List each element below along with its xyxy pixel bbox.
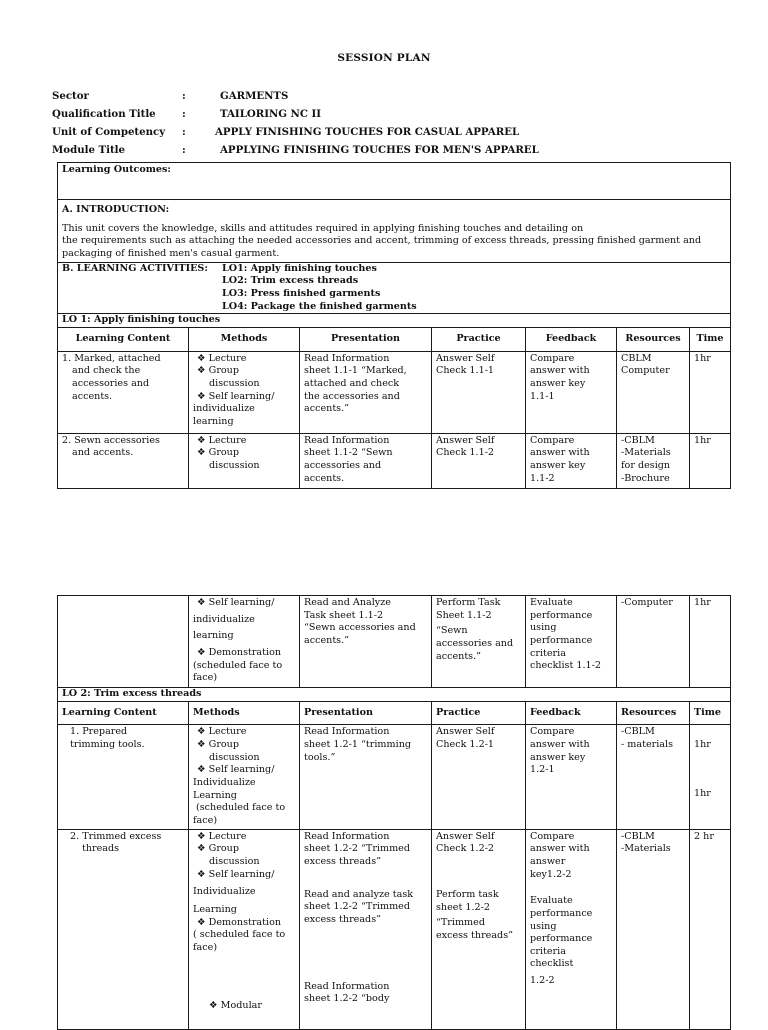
- cell-line: “Sewn: [436, 625, 468, 637]
- cell-line: checklist 1.1-2: [530, 660, 601, 672]
- cell-line: Check 1.1-2: [436, 447, 495, 459]
- cell-line: accessories and: [72, 377, 150, 389]
- info-colon: :: [182, 126, 186, 139]
- learning-activities-label: B. LEARNING ACTIVITIES:: [62, 262, 208, 274]
- cell-line: Learning: [193, 903, 237, 915]
- introduction-text-line: This unit covers the knowledge, skills and attitudes required in applying finishing touches and detailing on: [62, 222, 584, 234]
- cell-line: (scheduled face to: [193, 659, 283, 671]
- cell-line: -Materials: [621, 447, 671, 459]
- column-header: Learning Content: [58, 701, 189, 725]
- session-plan-table: [57, 162, 731, 489]
- presentation-cell: [300, 351, 432, 433]
- column-header: Time: [690, 701, 731, 725]
- cell-line: Perform task: [436, 888, 499, 900]
- time-cell: [690, 725, 731, 829]
- cell-line: -CBLM: [621, 830, 655, 842]
- cell-line: Task sheet 1.1-2: [304, 609, 384, 621]
- resources-cell: [617, 433, 690, 488]
- cell-line: Answer Self: [436, 352, 495, 364]
- cell-line: Read Information: [304, 830, 390, 842]
- cell-line: -CBLM: [621, 434, 655, 446]
- cell-line: excess threads”: [304, 855, 382, 867]
- cell-line: performance: [530, 907, 593, 919]
- document-title: SESSION PLAN: [337, 52, 431, 64]
- time-cell: 2 hr: [690, 829, 731, 1029]
- cell-line: criteria: [530, 945, 566, 957]
- info-key: Qualification Title: [52, 108, 156, 121]
- time-cell: 1hr: [690, 433, 731, 488]
- cell-line: Learning: [193, 789, 237, 801]
- cell-line: ( scheduled face to: [193, 929, 286, 941]
- cell-line: face): [193, 672, 218, 684]
- cell-line: accents.”: [304, 403, 350, 415]
- cell-line: “Sewn accessories and: [304, 622, 416, 634]
- column-header: Methods: [189, 327, 300, 351]
- column-header: Resources: [617, 701, 690, 725]
- cell-line: Perform Task: [436, 597, 501, 608]
- cell-line: sheet 1.2-2 “Trimmed: [304, 843, 410, 855]
- cell-line: individualize: [193, 613, 255, 625]
- cell-line: sheet 1.2-2: [436, 901, 490, 913]
- cell-line: ❖ Self learning/: [197, 764, 275, 776]
- info-value: APPLYING FINISHING TOUCHES FOR MEN'S APPAREL: [220, 144, 539, 157]
- cell-line: attached and check: [304, 377, 400, 389]
- practice-cell: [432, 829, 526, 1029]
- cell-line: accents.: [72, 390, 113, 402]
- cell-line: Read Information: [304, 980, 390, 992]
- presentation-cell: [300, 829, 432, 1029]
- cell-line: sheet 1.2-2 “Trimmed: [304, 901, 410, 913]
- cell-line: (scheduled face to: [196, 802, 286, 814]
- learning-outcomes-label: Learning Outcomes:: [62, 164, 171, 175]
- cell-line: ❖ Self learning/: [197, 868, 275, 880]
- cell-line: ❖ Group: [197, 365, 239, 377]
- cell-line: 2. Sewn accessories: [62, 434, 160, 446]
- cell-line: Evaluate: [530, 597, 573, 608]
- cell-line: trimming tools.: [70, 738, 145, 750]
- cell-line: ❖ Group: [197, 738, 239, 750]
- cell-line: - materials: [621, 738, 674, 750]
- cell-line: 1.2-2: [530, 975, 555, 987]
- lo1-title-row: [58, 314, 731, 328]
- learning-activities-row: [58, 262, 731, 314]
- resources-cell: -Computer: [617, 596, 690, 688]
- table-row: [58, 433, 731, 488]
- table-row: [58, 725, 731, 829]
- info-key: Unit of Competency: [52, 126, 166, 139]
- cell-line: accents.”: [436, 650, 482, 662]
- cell-line: answer key: [530, 459, 586, 471]
- cell-line: performance: [530, 634, 593, 646]
- cell-line: 1. Prepared: [70, 726, 128, 738]
- practice-cell: [432, 596, 526, 688]
- cell-line: learning: [193, 415, 234, 427]
- cell-line: Read and analyze task: [304, 888, 414, 900]
- cell-line: answer: [530, 855, 566, 867]
- info-key: Module Title: [52, 144, 126, 157]
- feedback-cell: [526, 433, 617, 488]
- cell-line: Evaluate: [530, 895, 573, 907]
- cell-line: Compare: [530, 352, 575, 364]
- info-key: Sector: [52, 90, 89, 103]
- info-value: APPLY FINISHING TOUCHES FOR CASUAL APPAREL: [215, 126, 520, 139]
- cell-line: ❖ Demonstration: [197, 646, 282, 658]
- cell-line: -Materials: [621, 843, 671, 855]
- cell-line: threads: [82, 843, 120, 855]
- feedback-cell: [526, 725, 617, 829]
- cell-line: sheet 1.1-2 “Sewn: [304, 447, 393, 459]
- cell-line: Read Information: [304, 352, 390, 364]
- resources-cell: [617, 351, 690, 433]
- feedback-cell: [526, 351, 617, 433]
- cell-line: Compare: [530, 830, 575, 842]
- time-cell: 1hr: [690, 351, 731, 433]
- cell-line: ❖ Modular: [209, 1000, 262, 1012]
- cell-line: ❖ Lecture: [197, 352, 247, 364]
- column-header: Practice: [432, 701, 526, 725]
- learning-content-cell: [58, 351, 189, 433]
- cell-line: -CBLM: [621, 726, 655, 738]
- cell-line: 1.1-1: [530, 390, 555, 402]
- cell-line: and accents.: [72, 447, 134, 459]
- column-header: Learning Content: [58, 327, 189, 351]
- info-colon: :: [182, 144, 186, 157]
- table-row: [58, 829, 731, 1029]
- info-value: TAILORING NC II: [220, 108, 322, 121]
- cell-line: excess threads”: [304, 913, 382, 925]
- cell-line: using: [530, 920, 557, 932]
- time-cell: 1hr: [690, 596, 731, 688]
- introduction-text-line: the requirements such as attaching the needed accessories and accent, trimming of excess threads, pressing finished garment and packaging of finished men's casual garment.: [62, 235, 702, 259]
- cell-line: answer with: [530, 738, 590, 750]
- table-header-row: [58, 701, 731, 725]
- info-row-qualification: [52, 106, 742, 124]
- learning-outcome-item: LO4: Package the finished garments: [222, 300, 417, 312]
- learning-content-cell: [58, 829, 189, 1029]
- cell-line: the accessories and: [304, 390, 400, 402]
- cell-line: -Brochure: [621, 472, 670, 484]
- introduction-heading: A. INTRODUCTION:: [62, 204, 170, 215]
- cell-line: ❖ Self learning/: [197, 390, 275, 402]
- resources-cell: [617, 725, 690, 829]
- cell-line: Check 1.2-2: [436, 843, 495, 855]
- info-row-sector: [52, 88, 742, 106]
- cell-line: “Trimmed: [436, 917, 485, 929]
- lo1-title: LO 1: Apply finishing touches: [58, 314, 731, 328]
- info-row-unit: [52, 124, 742, 142]
- cell-line: answer key: [530, 751, 586, 763]
- cell-line: individualize: [193, 403, 255, 415]
- cell-line: for design: [621, 459, 671, 471]
- cell-line: Individualize: [193, 886, 256, 898]
- learning-outcomes-row: [58, 163, 731, 200]
- session-plan-table-continued: [57, 595, 731, 1030]
- cell-line: Read and Analyze: [304, 597, 391, 608]
- cell-line: and check the: [72, 365, 141, 377]
- info-colon: :: [182, 90, 186, 103]
- cell-line: discussion: [209, 751, 260, 763]
- cell-line: answer key: [530, 377, 586, 389]
- cell-line: 1.2-1: [530, 764, 555, 776]
- column-header: Feedback: [526, 701, 617, 725]
- presentation-cell: [300, 725, 432, 829]
- cell-line: 1hr: [694, 739, 711, 751]
- info-value: GARMENTS: [220, 90, 289, 103]
- cell-line: using: [530, 622, 557, 634]
- cell-line: Answer Self: [436, 434, 495, 446]
- cell-line: answer with: [530, 843, 590, 855]
- column-header: Methods: [189, 701, 300, 725]
- cell-line: performance: [530, 933, 593, 945]
- cell-line: key1.2-2: [530, 868, 572, 880]
- methods-cell: [189, 829, 300, 1029]
- methods-cell: [189, 596, 300, 688]
- cell-line: ❖ Group: [197, 447, 239, 459]
- cell-line: Answer Self: [436, 830, 495, 842]
- methods-cell: [189, 433, 300, 488]
- learning-outcome-item: LO2: Trim excess threads: [222, 275, 359, 287]
- cell-line: performance: [530, 609, 593, 621]
- cell-line: ❖ Demonstration: [197, 916, 282, 928]
- cell-line: 1. Marked, attached: [62, 352, 161, 364]
- column-header: Presentation: [300, 327, 432, 351]
- column-header: Presentation: [300, 701, 432, 725]
- lo2-title: LO 2: Trim excess threads: [58, 688, 731, 702]
- cell-line: checklist: [530, 958, 574, 970]
- cell-line: excess threads”: [436, 929, 514, 941]
- cell-line: Read Information: [304, 726, 390, 738]
- cell-line: sheet 1.2-2 “body: [304, 993, 390, 1005]
- cell-line: ❖ Lecture: [197, 830, 247, 842]
- cell-line: Check 1.1-1: [436, 365, 495, 377]
- column-header: Feedback: [526, 327, 617, 351]
- learning-content-cell: [58, 433, 189, 488]
- cell-line: Answer Self: [436, 726, 495, 738]
- resources-cell: [617, 829, 690, 1029]
- feedback-cell: [526, 596, 617, 688]
- column-header: Time: [690, 327, 731, 351]
- cell-line: ❖ Lecture: [197, 726, 247, 738]
- cell-line: Read Information: [304, 434, 390, 446]
- cell-line: Individualize: [193, 776, 256, 788]
- cell-line: discussion: [209, 855, 260, 867]
- cell-line: tools.”: [304, 751, 336, 763]
- learning-content-cell: [58, 596, 189, 688]
- methods-cell: [189, 725, 300, 829]
- table-header-row: [58, 327, 731, 351]
- cell-line: accents.”: [304, 634, 350, 646]
- cell-line: sheet 1.2-1 “trimming: [304, 738, 412, 750]
- column-header: Resources: [617, 327, 690, 351]
- cell-line: ❖ Self learning/: [197, 597, 275, 608]
- cell-line: sheet 1.1-1 “Marked,: [304, 365, 407, 377]
- lo2-title-row: [58, 688, 731, 702]
- cell-line: 2. Trimmed excess: [70, 830, 162, 842]
- cell-line: face): [193, 941, 218, 953]
- learning-outcome-item: LO1: Apply finishing touches: [222, 262, 377, 274]
- introduction-row: [58, 200, 731, 263]
- table-row: [58, 351, 731, 433]
- presentation-cell: [300, 596, 432, 688]
- cell-line: accessories and: [436, 637, 514, 649]
- cell-line: 1.1-2: [530, 472, 555, 484]
- table-row: [58, 596, 731, 688]
- practice-cell: [432, 725, 526, 829]
- practice-cell: [432, 433, 526, 488]
- cell-line: answer with: [530, 447, 590, 459]
- cell-line: discussion: [209, 459, 260, 471]
- cell-line: answer with: [530, 365, 590, 377]
- cell-line: learning: [193, 630, 234, 642]
- cell-line: ❖ Lecture: [197, 434, 247, 446]
- learning-outcome-item: LO3: Press finished garments: [222, 287, 381, 299]
- info-colon: :: [182, 108, 186, 121]
- plan-info-table: [52, 88, 742, 160]
- cell-line: Sheet 1.1-2: [436, 609, 492, 621]
- methods-cell: [189, 351, 300, 433]
- presentation-cell: [300, 433, 432, 488]
- cell-line: Compare: [530, 434, 575, 446]
- cell-line: accents.: [304, 472, 345, 484]
- cell-line: criteria: [530, 647, 566, 659]
- learning-content-cell: [58, 725, 189, 829]
- cell-line: Check 1.2-1: [436, 738, 495, 750]
- cell-line: 1hr: [694, 787, 711, 799]
- cell-line: Computer: [621, 365, 670, 377]
- cell-line: ❖ Group: [197, 843, 239, 855]
- cell-line: Compare: [530, 726, 575, 738]
- info-row-module: [52, 142, 742, 160]
- practice-cell: [432, 351, 526, 433]
- cell-line: discussion: [209, 377, 260, 389]
- cell-line: accessories and: [304, 459, 382, 471]
- cell-line: face): [193, 814, 218, 826]
- column-header: Practice: [432, 327, 526, 351]
- feedback-cell: [526, 829, 617, 1029]
- cell-line: CBLM: [621, 352, 652, 364]
